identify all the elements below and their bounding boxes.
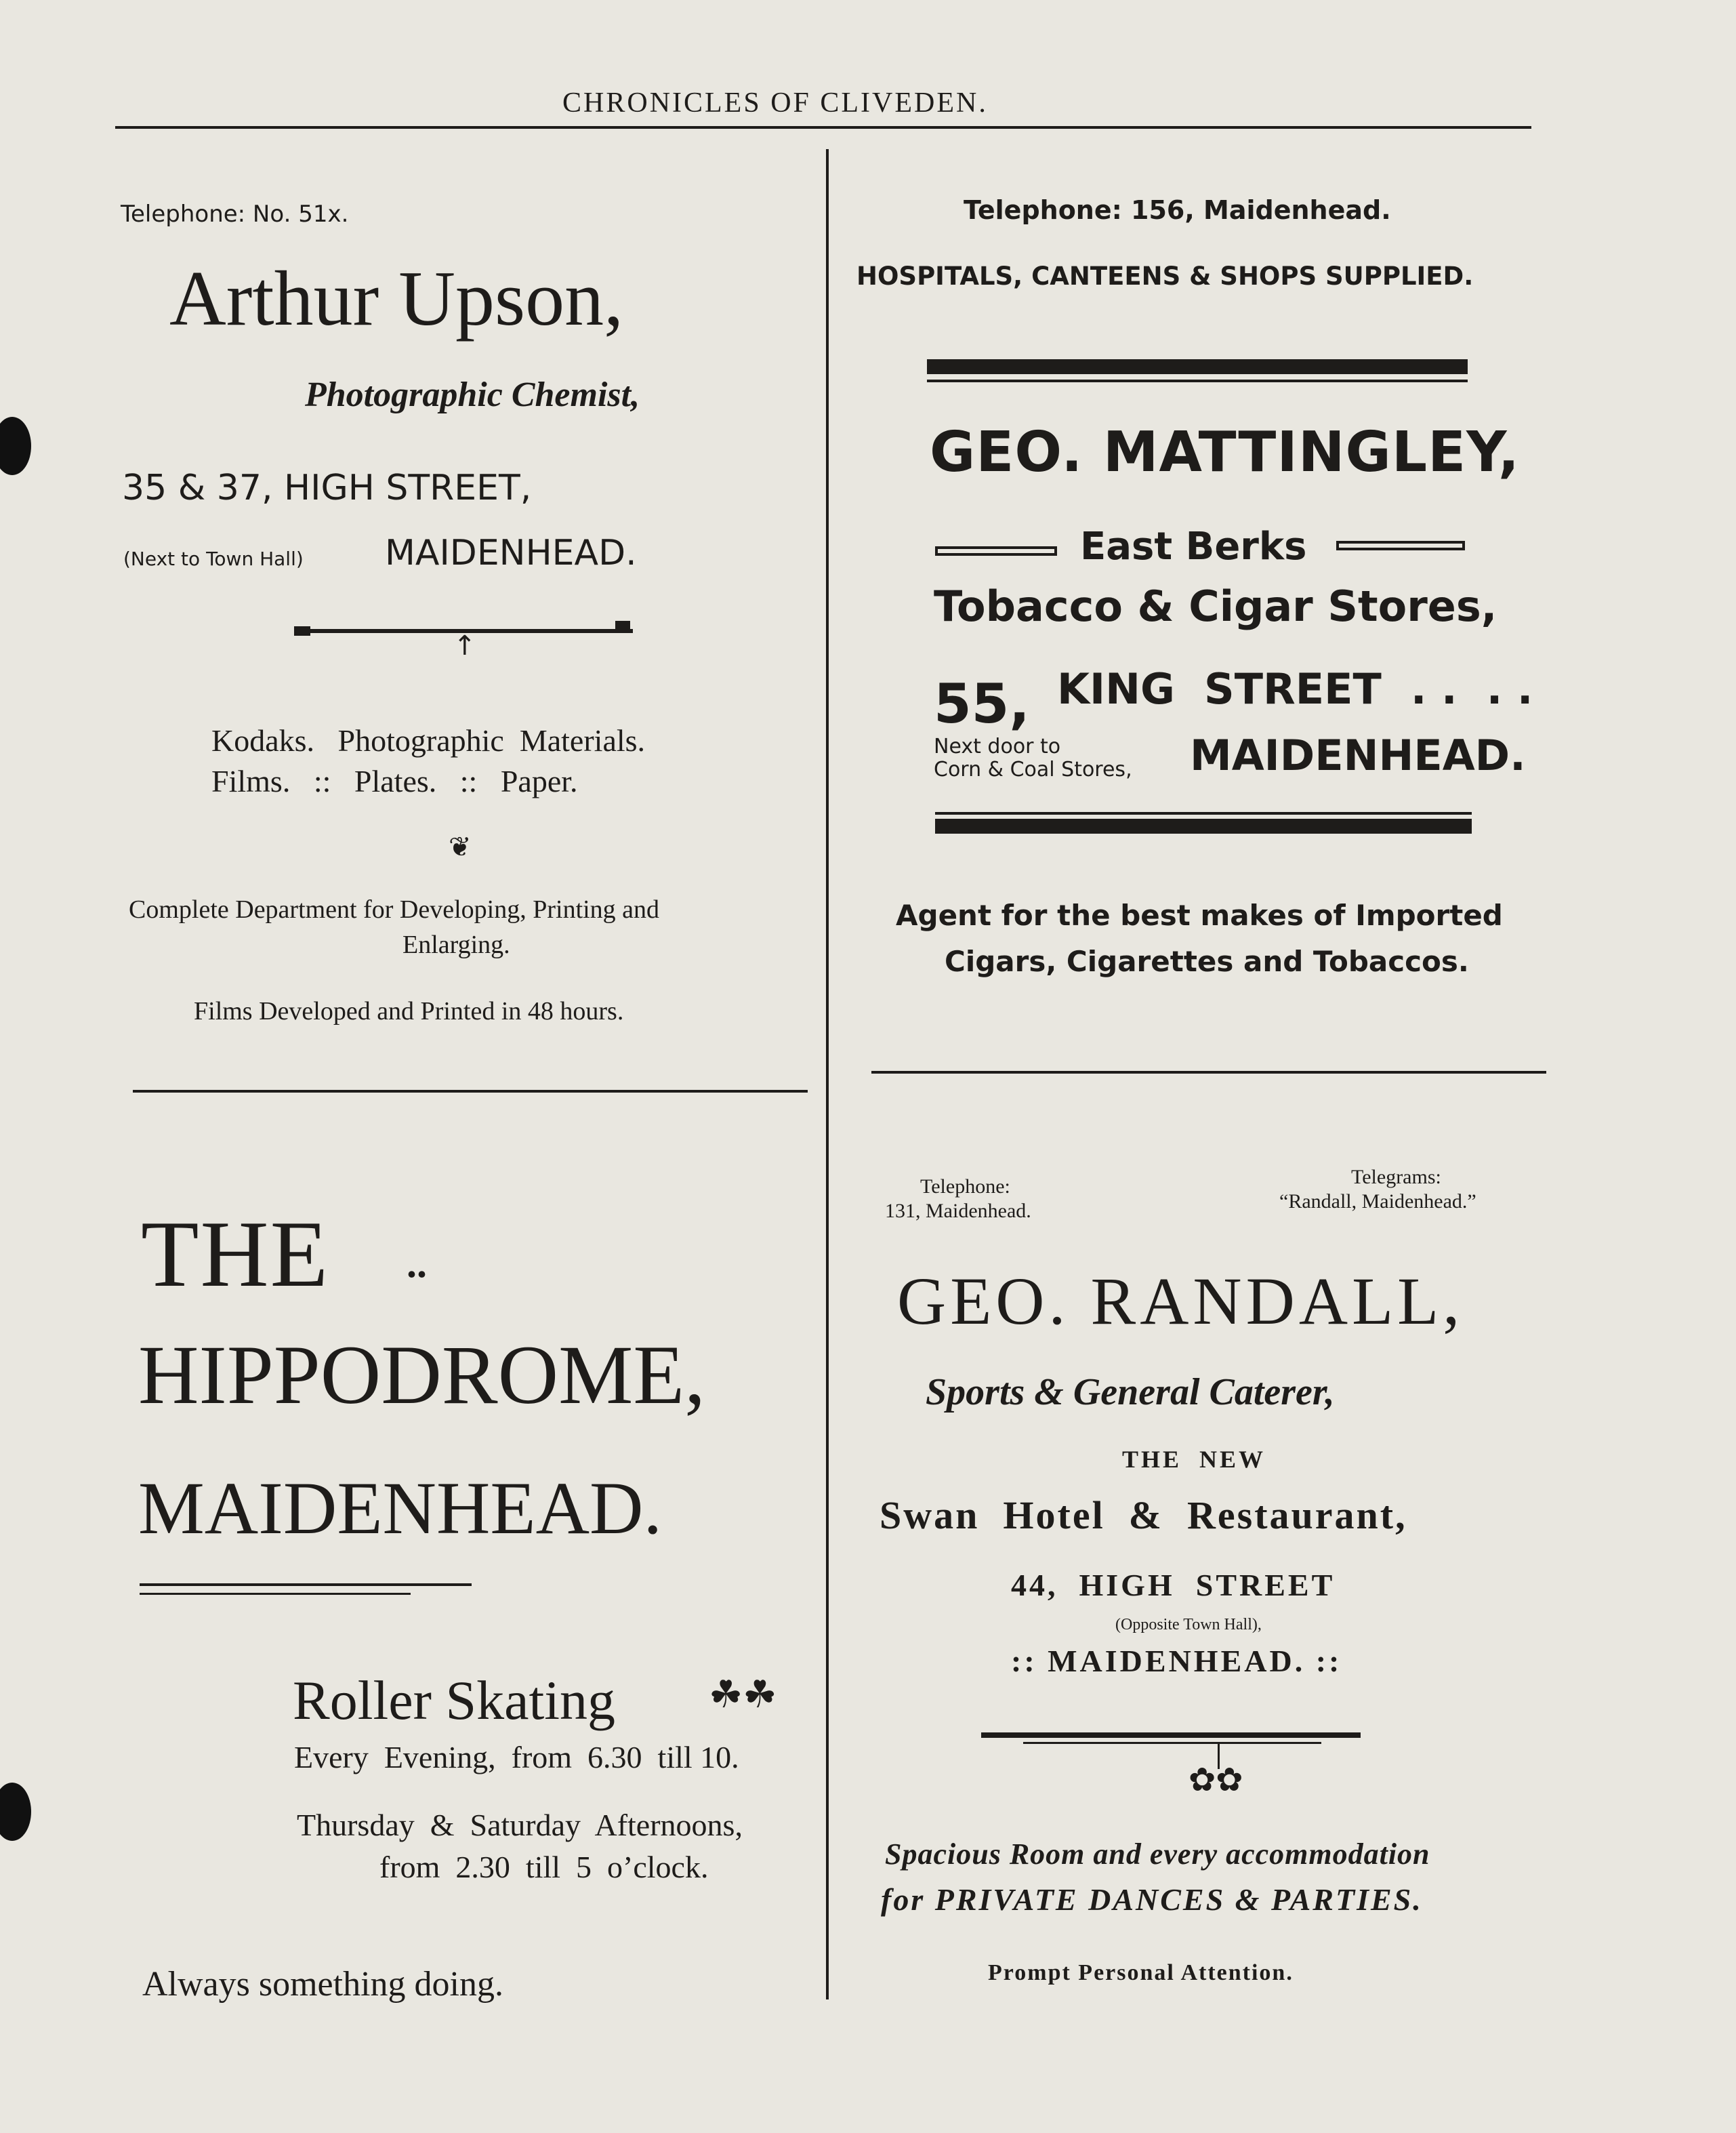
- randall-caterer: Sports & General Caterer,: [926, 1371, 1335, 1413]
- mattingley-top-bar: [927, 359, 1468, 374]
- hippodrome-always: Always something doing.: [142, 1965, 503, 2004]
- mattingley-top-bar-thin: [927, 380, 1468, 382]
- punch-hole-top: [0, 417, 31, 475]
- left-middle-rule: [133, 1090, 808, 1093]
- randall-tel-label: Telephone:: [920, 1175, 1010, 1198]
- mattingley-bottom-bar-thin: [935, 812, 1472, 815]
- randall-spacious-line1: Spacious Room and every accommodation: [885, 1837, 1430, 1871]
- upson-next-to: (Next to Town Hall): [123, 548, 304, 570]
- upson-goods-line2: Films. :: Plates. :: Paper.: [211, 764, 578, 798]
- right-middle-rule: [871, 1071, 1546, 1074]
- randall-tel-number: 131, Maidenhead.: [885, 1200, 1031, 1222]
- mattingley-stores: Tobacco & Cigar Stores,: [934, 582, 1497, 631]
- mattingley-corn: Corn & Coal Stores,: [934, 758, 1132, 781]
- upson-department: Complete Department for Developing, Printing and: [129, 895, 660, 924]
- mattingley-name: GEO. MATTINGLEY,: [930, 420, 1521, 485]
- hippodrome-the: THE: [141, 1202, 330, 1307]
- upson-town: MAIDENHEAD.: [385, 533, 637, 573]
- hippodrome-name: HIPPODROME,: [138, 1328, 706, 1421]
- berks-right-bar: [1336, 541, 1465, 550]
- randall-telegrams-value: “Randall, Maidenhead.”: [1279, 1190, 1476, 1213]
- randall-the-new: THE NEW: [1122, 1446, 1266, 1473]
- leaf-ornament-icon: ❦: [449, 832, 472, 862]
- mattingley-number: 55,: [934, 672, 1030, 735]
- upson-name: Arthur Upson,: [169, 256, 624, 342]
- mattingley-agent-line1: Agent for the best makes of Imported: [896, 899, 1503, 932]
- mattingley-bottom-bar: [935, 819, 1472, 834]
- hippodrome-dots: ..: [407, 1241, 427, 1286]
- upson-goods-line1: Kodaks. Photographic Materials.: [211, 723, 646, 758]
- page-header: CHRONICLES OF CLIVEDEN.: [562, 87, 988, 119]
- randall-telegrams-label: Telegrams:: [1351, 1166, 1441, 1188]
- randall-address: 44, HIGH STREET: [1011, 1568, 1336, 1602]
- mattingley-agent-line2: Cigars, Cigarettes and Tobaccos.: [945, 945, 1469, 978]
- punch-hole-bottom: [0, 1783, 31, 1841]
- mattingley-east-berks: East Berks: [1080, 525, 1307, 569]
- mattingley-street: KING STREET . . . .: [1057, 664, 1533, 714]
- clover-ornament-icon: ☘☘: [709, 1674, 777, 1716]
- upson-department-2: Enlarging.: [402, 931, 510, 959]
- mattingley-supplied: HOSPITALS, CANTEENS & SHOPS SUPPLIED.: [856, 262, 1474, 291]
- randall-prompt: Prompt Personal Attention.: [988, 1960, 1294, 1985]
- berks-left-bar: [935, 546, 1057, 556]
- hippodrome-thursday: Thursday & Saturday Afternoons,: [297, 1808, 743, 1842]
- hippodrome-rule-1: [140, 1583, 472, 1586]
- randall-spacious-line2: for PRIVATE DANCES & PARTIES.: [881, 1882, 1423, 1917]
- hippodrome-skating: Roller Skating: [293, 1669, 616, 1731]
- mattingley-next-door: Next door to: [934, 735, 1061, 758]
- mattingley-town: MAIDENHEAD.: [1190, 731, 1526, 780]
- randall-name: GEO. RANDALL,: [897, 1263, 1464, 1339]
- hippodrome-town: MAIDENHEAD.: [138, 1467, 662, 1549]
- upson-telephone: Telephone: No. 51x.: [121, 201, 349, 228]
- upson-address: 35 & 37, HIGH STREET,: [122, 468, 532, 508]
- hippodrome-rule-2: [140, 1593, 411, 1595]
- header-rule: [115, 126, 1531, 129]
- randall-town: :: MAIDENHEAD. ::: [1011, 1644, 1342, 1678]
- page: CHRONICLES OF CLIVEDEN. Telephone: No. 51x. Arthur Upson, Photographic Chemist, 35 & 37, HIGH STREET, (Next to Town Hall) MAIDENHEAD. ↑ Kodaks. Photographic Materials. Films. :: Plates. :: Paper. ❦ Complete Department for Developing, Printing and Enlarging. Films Developed and Printed in 48 hours. Telephone: 156, Maidenhead. HOSPITALS, CANTEENS & SHOPS SUPPLIED. GEO. MATTINGLEY, East Berks Tobacco & Cigar Stores, 55, KING STREET . . . . Next door to Corn & Coal Stores, MAIDENHEAD. Agent for the best makes of Imported Cigars, Cigarettes and Tobaccos. THE .. HIPPODROME, MAIDENHEAD. Roller Skating ☘☘ Every Evening, from 6.30 till 10. Thursday & Saturday Afternoons, from 2.30 till 5 o’clock. Always something doing. Telephone: 131, Maidenhead. Telegrams: “Randall, Maidenhead.” GEO. RANDALL, Sports & General Caterer, THE NEW Swan Hotel & Restaurant, 44, HIGH STREET (Opposite Town Hall), :: MAIDENHEAD. :: ✿✿ Spacious Room and every accommodation for PRIVATE DANCES & PARTIES. Prompt Personal Attention.: [0, 0, 1736, 2133]
- hippodrome-every-evening: Every Evening, from 6.30 till 10.: [294, 1740, 739, 1774]
- randall-hotel: Swan Hotel & Restaurant,: [880, 1493, 1407, 1537]
- upson-trade: Photographic Chemist,: [305, 375, 640, 414]
- upson-films: Films Developed and Printed in 48 hours.: [194, 997, 624, 1025]
- randall-opposite: (Opposite Town Hall),: [1115, 1616, 1262, 1633]
- mattingley-telephone: Telephone: 156, Maidenhead.: [964, 195, 1391, 225]
- column-divider: [826, 149, 829, 1999]
- hippodrome-from: from 2.30 till 5 o’clock.: [379, 1850, 709, 1884]
